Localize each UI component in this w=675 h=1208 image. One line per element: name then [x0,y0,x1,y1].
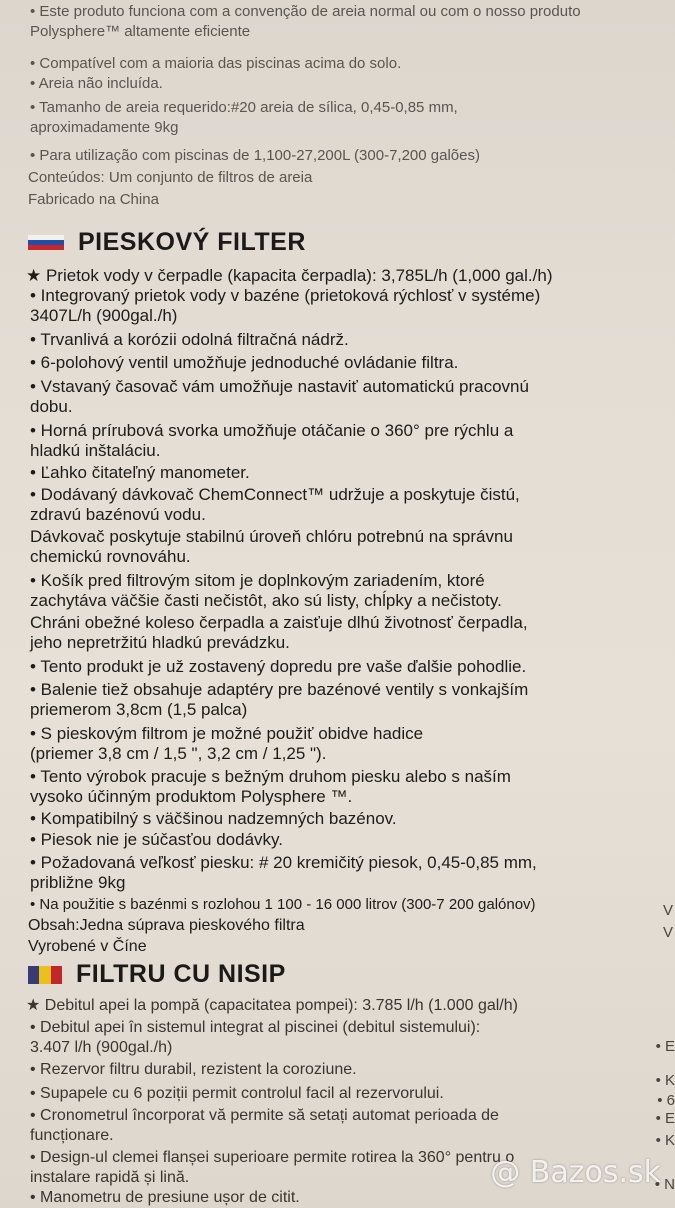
sk-line: dobu. [30,397,73,416]
sk-line: • Balenie tiež obsahuje adaptéry pre bazénové ventily s vonkajším [30,680,529,699]
ro-line: 3.407 l/h (900gal./h) [30,1039,173,1056]
sk-line: zdravú bazénovú vodu. [30,505,206,524]
sk-line: Dávkovač poskytuje stabilnú úroveň chlóru potrebnú na správnu [30,527,513,546]
pt-line: • Este produto funciona com a convenção de areia normal ou com o nosso produto [30,3,581,20]
sk-line: Chráni obežné koleso čerpadla a zaisťuje dlhú životnosť čerpadla, [30,613,528,632]
ro-line: instalare rapidă și lină. [30,1169,190,1186]
sk-line: • Na použitie s bazénmi s rozlohou 1 100 - 16 000 litrov (300-7 200 galónov) [30,896,536,913]
sk-heading-text: PIESKOVÝ FILTER [78,228,306,256]
sk-line: • Tento produkt je už zostavený dopredu pre vaše ďalšie pohodlie. [30,657,527,676]
ro-line: • Design-ul clemei flanșei superioare permite rotirea la 360° pentru o [30,1149,515,1166]
sk-line: • Trvanlivá a korózii odolná filtračná nádrž. [30,330,349,349]
sk-line: Vyrobené v Číne [28,938,147,955]
sk-line: jeho nepretržitú hladkú prevádzku. [30,633,290,652]
sk-line: • Integrovaný prietok vody v bazéne (prietoková rýchlosť v systéme) [30,286,541,305]
pt-line: aproximadamente 9kg [30,119,179,136]
sk-line: • Tento výrobok pracuje s bežným druhom piesku alebo s naším [30,767,511,786]
edge-fragment: • K [655,1132,675,1149]
sk-line: • Piesok nie je súčasťou dodávky. [30,830,283,849]
slovakia-flag-icon [28,235,64,251]
pt-line: Fabricado na China [28,191,159,208]
ro-line: • Debitul apei în sistemul integrat al piscinei (debitul sistemului): [30,1019,481,1036]
pt-line: Polysphere™ altamente eficiente [30,23,251,40]
edge-fragment: • K [655,1072,675,1089]
sk-line: 3407L/h (900gal./h) [30,306,178,325]
sk-line: • Horná prírubová svorka umožňuje otáčanie o 360° pre rýchlu a [30,421,514,440]
pt-line: Conteúdos: Um conjunto de filtros de areia [28,169,313,186]
section-heading [28,228,306,257]
edge-fragment: • E [655,1038,675,1055]
edge-fragment: • N [654,1176,675,1193]
ro-line: funcționare. [30,1127,114,1144]
sk-line: ★ Prietok vody v čerpadle (kapacita čerpadla): 3,785L/h (1,000 gal./h) [26,266,553,285]
romania-flag-icon [28,966,62,984]
ro-line: ★ Debitul apei la pompă (capacitatea pompei): 3.785 l/h (1.000 gal/h) [26,997,518,1014]
watermark: @ Bazos.sk [490,1155,661,1190]
pt-line: • Tamanho de areia requerido:#20 areia de sílica, 0,45-0,85 mm, [30,99,458,116]
sk-line: zachytáva väčšie časti nečistôt, ako sú listy, chĺpky a nečistoty. [30,591,502,610]
sk-line: (priemer 3,8 cm / 1,5 ", 3,2 cm / 1,25 "). [30,744,327,763]
pt-line: • Compatível com a maioria das piscinas acima do solo. [30,55,402,72]
sk-line: hladkú inštaláciu. [30,441,161,460]
sk-line: chemickú rovnováhu. [30,547,191,566]
section-heading [28,960,286,989]
sk-line: • 6-polohový ventil umožňuje jednoduché ovládanie filtra. [30,353,459,372]
sk-line: • S pieskovým filtrom je možné použiť obidve hadice [30,724,424,743]
ro-line: • Manometru de presiune ușor de citit. [30,1189,300,1206]
sk-line: • Kompatibilný s väčšinou nadzemných bazénov. [30,809,397,828]
pt-line: • Areia não incluída. [30,75,163,92]
sk-line: • Košík pred filtrovým sitom je doplnkovým zariadením, ktoré [30,571,485,590]
ro-line: • Rezervor filtru durabil, rezistent la coroziune. [30,1061,357,1078]
pt-line: • Para utilização com piscinas de 1,100-27,200L (300-7,200 galões) [30,147,480,164]
sk-line: približne 9kg [30,873,126,892]
ro-line: • Supapele cu 6 poziții permit controlul facil al rezervorului. [30,1085,444,1102]
sk-line: Obsah:Jedna súprava pieskového filtra [28,917,305,934]
sk-line: • Požadovaná veľkosť piesku: # 20 kremičitý piesok, 0,45-0,85 mm, [30,853,537,872]
ro-line: • Cronometrul încorporat vă permite să setați automat perioada de [30,1107,499,1124]
edge-fragment: V [662,924,673,941]
sk-line: vysoko účinným produktom Polysphere ™. [30,787,353,806]
edge-fragment: V [662,902,673,919]
sk-line: • Vstavaný časovač vám umožňuje nastaviť automatickú pracovnú [30,377,529,396]
sk-line: priemerom 3,8cm (1,5 palca) [30,700,248,719]
edge-fragment: • E [655,1110,675,1127]
edge-fragment: • 6 [657,1092,675,1109]
sk-line: • Dodávaný dávkovač ChemConnect™ udržuje a poskytuje čistú, [30,485,520,504]
ro-heading-text: FILTRU CU NISIP [76,960,286,988]
sk-line: • Ľahko čitateľný manometer. [30,463,250,482]
